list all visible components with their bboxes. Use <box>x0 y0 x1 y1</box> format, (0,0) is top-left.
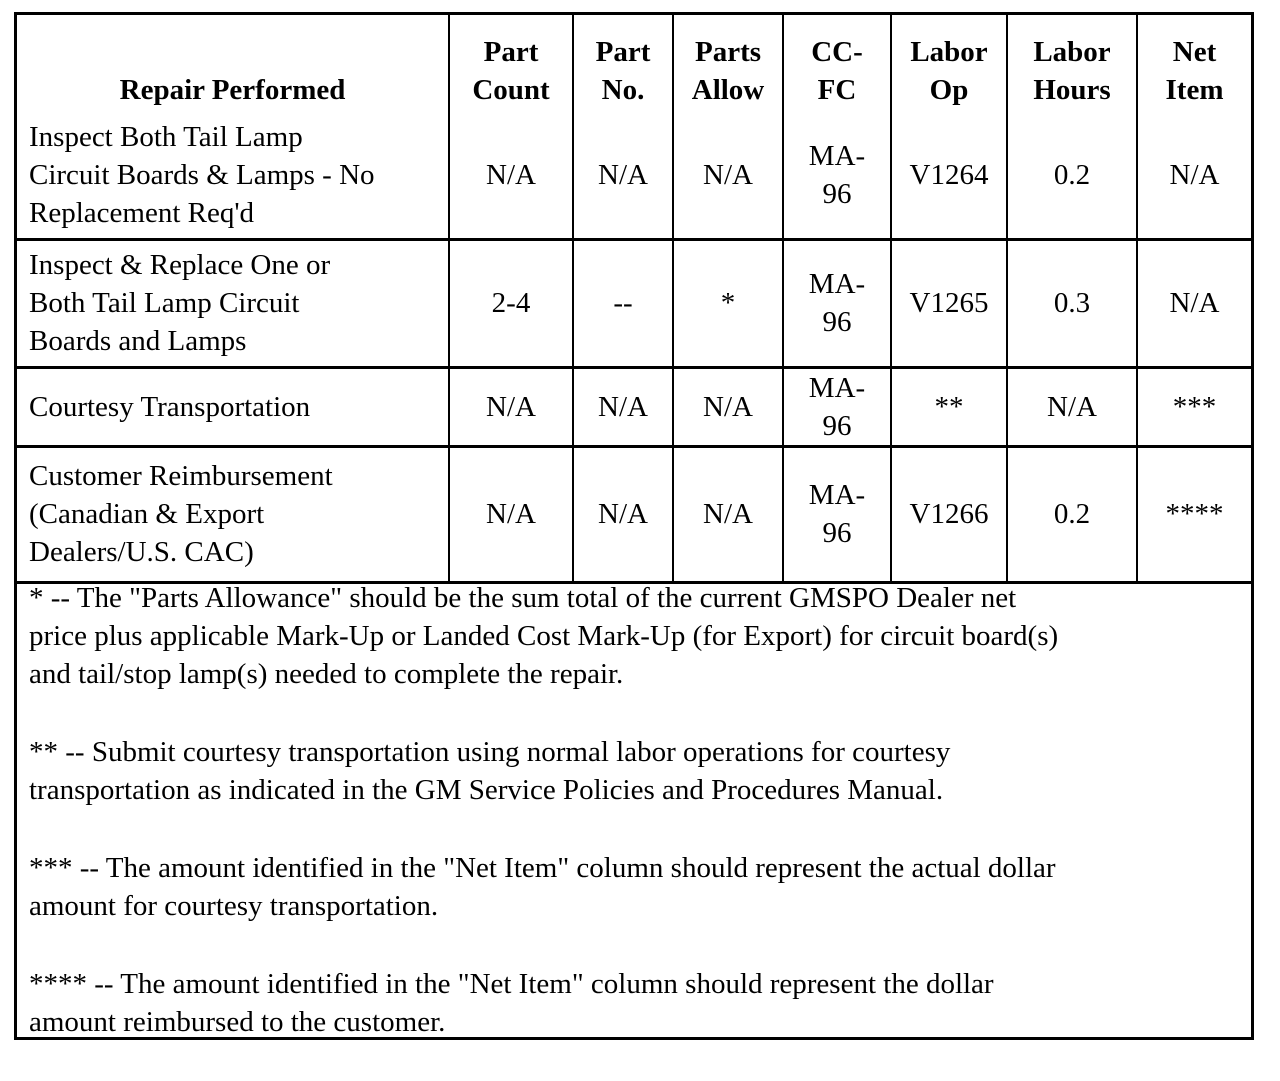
cc-fc-cell: MA- 96 <box>783 367 891 446</box>
cc-fc-cell: MA- 96 <box>783 239 891 367</box>
labor-op-cell: V1266 <box>891 446 1007 582</box>
parts-allow-cell: N/A <box>673 446 783 582</box>
part-count-cell: 2-4 <box>449 239 573 367</box>
part-count-cell: N/A <box>449 367 573 446</box>
table-row <box>17 367 1251 446</box>
repair-description: Inspect & Replace One or Both Tail Lamp Circuit Boards and Lamps <box>17 239 449 367</box>
repair-description: Inspect Both Tail Lamp Circuit Boards & Lamps - No Replacement Req'd <box>17 113 449 239</box>
repair-description: Courtesy Transportation <box>17 367 449 446</box>
net-item-cell: N/A <box>1137 239 1251 367</box>
cc-fc-cell: MA- 96 <box>783 113 891 239</box>
labor-op-cell: V1264 <box>891 113 1007 239</box>
header-cc-fc: CC- FC <box>783 15 891 113</box>
labor-hours-cell: 0.3 <box>1007 239 1137 367</box>
table-row <box>17 446 1251 582</box>
parts-allow-cell: N/A <box>673 113 783 239</box>
part-no-cell: N/A <box>573 446 673 582</box>
repair-table <box>17 15 1251 584</box>
footnote-parts-allowance: * -- The "Parts Allowance" should be the sum total of the current GMSPO Dealer net price plus applicable Mark-Up or Landed Cost Mark-Up (for Export) for circuit board(s) and tail/stop lamp(s) needed to complete the repair. <box>29 582 1059 690</box>
header-net-item: Net Item <box>1137 15 1251 113</box>
table-row <box>17 239 1251 367</box>
footnotes <box>29 579 1239 1081</box>
header-labor-op: Labor Op <box>891 15 1007 113</box>
part-no-cell: N/A <box>573 367 673 446</box>
header-part-count: Part Count <box>449 15 573 113</box>
labor-hours-cell: 0.2 <box>1007 113 1137 239</box>
header-labor-hours: Labor Hours <box>1007 15 1137 113</box>
cc-fc-cell: MA- 96 <box>783 446 891 582</box>
header-row <box>17 15 1251 113</box>
part-count-cell: N/A <box>449 113 573 239</box>
header-repair-performed: Repair Performed <box>17 15 449 113</box>
part-no-cell: N/A <box>573 113 673 239</box>
header-parts-allow: Parts Allow <box>673 15 783 113</box>
footnote-courtesy-labor: ** -- Submit courtesy transportation using normal labor operations for courtesy transportation as indicated in the GM Service Policies and Procedures Manual. <box>29 736 951 806</box>
repair-description: Customer Reimbursement (Canadian & Export Dealers/U.S. CAC) <box>17 446 449 582</box>
footnote-net-item-courtesy: *** -- The amount identified in the "Net Item" column should represent the actual dollar amount for courtesy transportation. <box>29 852 1056 922</box>
net-item-cell: *** <box>1137 367 1251 446</box>
footnote-net-item-reimbursement: **** -- The amount identified in the "Net Item" column should represent the dollar amount reimbursed to the customer. <box>29 968 994 1038</box>
labor-op-cell: V1265 <box>891 239 1007 367</box>
header-part-no: Part No. <box>573 15 673 113</box>
repair-document <box>14 12 1254 1040</box>
labor-hours-cell: N/A <box>1007 367 1137 446</box>
part-count-cell: N/A <box>449 446 573 582</box>
parts-allow-cell: * <box>673 239 783 367</box>
table-row <box>17 113 1251 239</box>
part-no-cell: -- <box>573 239 673 367</box>
labor-hours-cell: 0.2 <box>1007 446 1137 582</box>
parts-allow-cell: N/A <box>673 367 783 446</box>
labor-op-cell: ** <box>891 367 1007 446</box>
net-item-cell: **** <box>1137 446 1251 582</box>
net-item-cell: N/A <box>1137 113 1251 239</box>
